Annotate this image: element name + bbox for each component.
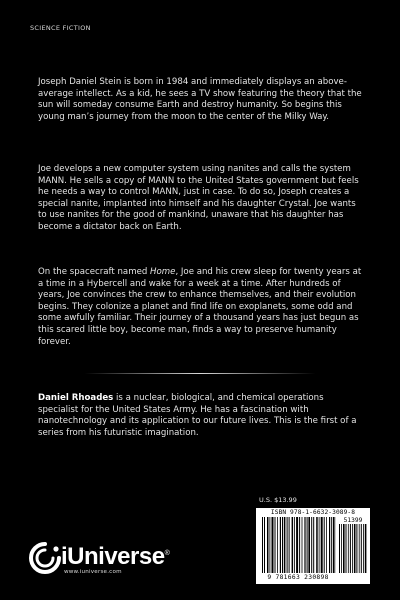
price-label: U.S. $13.99 <box>259 496 297 504</box>
publisher-logo <box>28 541 168 577</box>
barcode-bar <box>280 517 281 573</box>
barcode-bar <box>326 517 327 573</box>
barcode-bar <box>354 524 356 573</box>
barcode-bar <box>319 517 320 573</box>
barcode-bar <box>294 517 295 573</box>
barcode-bar <box>262 517 263 573</box>
barcode-bar <box>329 517 330 573</box>
author-name: Daniel Rhoades <box>38 393 114 403</box>
barcode-bar <box>302 517 303 573</box>
barcode-bar <box>270 517 271 573</box>
isbn-barcode <box>256 508 370 584</box>
genre-label: SCIENCE FICTION <box>30 24 91 32</box>
barcode-bar <box>307 517 308 573</box>
barcode-bar <box>304 517 305 573</box>
barcode-bar <box>282 517 283 573</box>
publisher-name-text: iUniverse <box>61 543 165 570</box>
barcode-bar <box>341 524 342 573</box>
blurb-paragraph-1: Joseph Daniel Stein is born in 1984 and immediately displays an above-average intellect. As a kid, he sees a TV show featuring the theory that the sun will someday consume Earth and destroy humanity. So begins this young man’s journey from the moon to the center of the Milky Way. <box>38 77 362 122</box>
barcode-bar <box>339 524 340 573</box>
barcode-bar <box>296 517 298 573</box>
divider-line <box>84 373 316 374</box>
addon-barcode-bars <box>339 524 367 573</box>
author-bio <box>38 393 364 439</box>
barcode-bar <box>331 517 332 573</box>
barcode-bar <box>359 524 360 573</box>
barcode-bar <box>321 517 323 573</box>
blurb-paragraph-3 <box>38 267 364 348</box>
barcode-bar <box>272 517 274 573</box>
barcode-bar <box>267 517 269 573</box>
barcode-bar <box>343 524 345 573</box>
barcode-bar <box>311 517 312 573</box>
barcode-bar <box>313 517 314 573</box>
barcode-bar <box>289 517 290 573</box>
barcode-bar <box>284 517 286 573</box>
publisher-name <box>61 543 169 571</box>
barcode-bar <box>348 524 349 573</box>
barcode-bar <box>346 524 347 573</box>
publisher-url: www.iuniverse.com <box>64 569 122 575</box>
barcode-bar <box>292 517 294 573</box>
barcode-bar <box>352 524 353 573</box>
barcode-bar <box>299 517 300 573</box>
barcode-bar <box>363 524 364 573</box>
barcode-bar <box>287 517 288 573</box>
barcode-bar <box>308 517 310 573</box>
barcode-bar <box>277 517 278 573</box>
blurb-p3-before: On the spacecraft named <box>38 267 151 277</box>
blurb-p3-after: , Joe and his crew sleep for twenty years at a time in a Hybercell and wake for a week at a time. After hundreds of years, Joe convinces the crew to enhance themselves, and their evolution begins. They colonize a planet and find life on exoplanets, some odd and some awfully familiar. Their journey of a thousand years has just begun as this scared little boy, become man, finds a way to preserve humanity forever. <box>38 267 362 347</box>
blurb-paragraph-2: Joe develops a new computer system using nanites and calls the system MANN. He sells a copy of MANN to the United States government but feels he needs a way to control MANN, just in case. To do so, Joseph creates a special nanite, implanted into himself and his daughter Crystal. Joe wants to use nanites for the good of mankind, unaware that his daughter has become a dictator back on Earth. <box>38 164 359 232</box>
author-bio-text: is a nuclear, biological, and chemical operations specialist for the United States Army. He has a fascination with nanotechnology and its application to our future lives. This is the first of a series from his futuristic imagination. <box>38 393 357 438</box>
registered-mark: ® <box>164 550 170 557</box>
publisher-swirl-icon <box>28 541 62 575</box>
ship-name: Home <box>150 267 176 277</box>
barcode-bar <box>275 517 276 573</box>
barcode-bar <box>356 524 357 573</box>
barcode-bar <box>365 524 367 573</box>
isbn-number: ISBN 978-1-6632-3089-8 <box>270 509 356 516</box>
barcode-addon-number: 51399 <box>343 517 363 524</box>
barcode-bar <box>316 517 318 573</box>
barcode-bar <box>350 524 351 573</box>
barcode-bar <box>264 517 265 573</box>
barcode-bar <box>324 517 325 573</box>
ean-barcode-bars <box>262 517 336 573</box>
barcode-bar <box>361 524 362 573</box>
ean-digits: 9 781663 230898 <box>267 574 329 581</box>
barcode-bar <box>333 517 335 573</box>
